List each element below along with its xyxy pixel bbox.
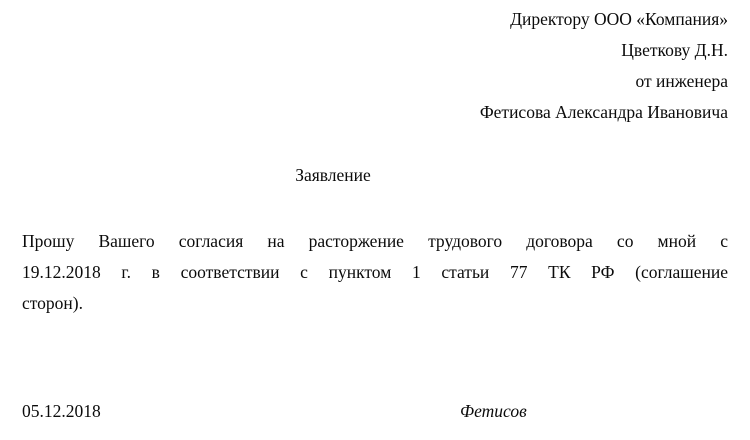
document-title: Заявление [295, 165, 371, 185]
body-line-1: Прошу Вашего согласия на расторжение трудового договора со мной с [22, 231, 728, 251]
document-title-row [22, 164, 728, 186]
body-line-3: сторон). [22, 293, 84, 313]
body-line-2: 19.12.2018 г. в соответствии с пунктом 1 статьи 77 ТК РФ (соглашение [22, 262, 728, 282]
addressee-line-person: Цветкову Д.Н. [621, 40, 728, 60]
addressee-line-applicant: Фетисова Александра Ивановича [479, 102, 728, 122]
addressee-block [22, 0, 728, 128]
body-paragraph [22, 226, 728, 319]
document-body [22, 0, 728, 440]
addressee-line-role: от инженера [635, 71, 728, 91]
signature-row [22, 400, 728, 422]
signature-date: 05.12.2018 [22, 401, 101, 421]
addressee-line-organization: Директору ООО «Компания» [510, 9, 728, 29]
document-main-text [22, 226, 728, 319]
signature-name: Фетисов [460, 401, 527, 421]
